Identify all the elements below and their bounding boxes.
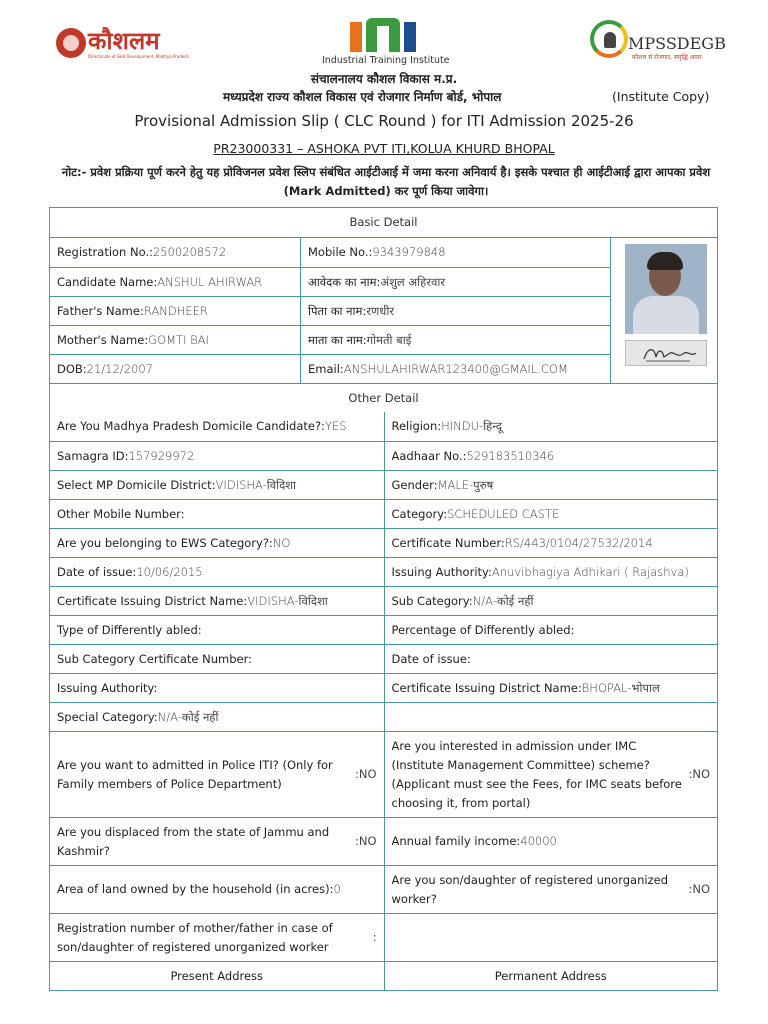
field-value: BHOPAL-भोपाल (581, 680, 660, 695)
basic-right-cell (300, 297, 610, 325)
jk-value: :NO (354, 834, 377, 848)
field-label: Select MP Domicile District: (57, 477, 216, 492)
other-left-cell (50, 558, 384, 586)
jk-cell (50, 818, 384, 865)
other-left-cell (50, 703, 384, 731)
other-left-cell (50, 616, 384, 644)
unorganized-label: Are you son/daughter of registered unorganized worker? (391, 872, 668, 906)
table-row (50, 557, 717, 586)
field-value: गोमती बाई (366, 332, 412, 347)
iti-caption: Industrial Training Institute (322, 55, 450, 66)
unorganized-cell (384, 866, 718, 913)
other-right-cell (384, 529, 718, 557)
income-label: Annual family income: (391, 834, 521, 848)
field-label: Candidate Name: (57, 274, 158, 289)
imc-value: :NO (688, 767, 710, 781)
logo-right-tagline: कौशल से रोजगार, समृद्धि अपार (632, 54, 702, 61)
iti-logo (322, 18, 450, 68)
kaushalam-logo (56, 26, 190, 62)
field-label: Are you belonging to EWS Category?: (57, 535, 273, 550)
field-label: Registration No.: (57, 245, 153, 259)
department-line-1: संचालनालय कौशल विकास म.प्र. (310, 72, 458, 86)
field-label: Date of issue: (57, 564, 137, 579)
other-left-cell (50, 645, 384, 673)
other-left-cell (50, 442, 384, 470)
basic-detail-heading: Basic Detail (349, 215, 418, 229)
field-label: Date of issue: (391, 651, 471, 666)
basic-right-cell (300, 355, 610, 383)
table-row (50, 615, 717, 644)
regnum-cell (50, 914, 384, 961)
table-row (50, 731, 717, 817)
basic-left-cell (50, 326, 300, 354)
field-label: Aadhaar No.: (391, 448, 467, 463)
police-iti-label: Are you want to admitted in Police ITI? (Only for Family members of Police Department) (57, 757, 333, 791)
table-row (50, 913, 717, 961)
table-row (50, 296, 610, 325)
table-row (50, 586, 717, 615)
field-label: Father's Name: (57, 303, 144, 318)
candidate-signature (625, 340, 707, 366)
basic-right-cell (300, 268, 610, 296)
table-row (50, 325, 610, 354)
field-label: Certificate Issuing District Name: (391, 680, 582, 695)
field-value: 21/12/2007 (86, 361, 153, 376)
field-label: Email: (308, 361, 344, 376)
note-text: नोट:- प्रवेश प्रक्रिया पूर्ण करने हेतु यह प्रोविजनल प्रवेश स्लिप संबंधित आईटीआई में जमा करना अनिवार्य है। इसके पश्चात ही आईटीआई द्वारा आपका प्रवेश (Mark Admitted) कर पूर्ण किया जावेगा। (61, 165, 711, 198)
table-row (50, 412, 717, 441)
other-detail-heading: Other Detail (348, 390, 419, 405)
field-value: GOMTI BAI (148, 332, 209, 347)
center-code-name: PR23000331 – ASHOKA PVT ITI,KOLUA KHURD BHOPAL (213, 141, 555, 156)
land-label: Area of land owned by the household (in acres): (57, 882, 334, 896)
basic-right-cell (300, 326, 610, 354)
field-value: SCHEDULED CASTE (447, 506, 560, 521)
table-row (50, 528, 717, 557)
other-right-cell (384, 558, 718, 586)
other-right-cell (384, 703, 718, 731)
basic-left-cell (50, 268, 300, 296)
field-label: Special Category: (57, 709, 158, 724)
table-row (50, 470, 717, 499)
field-value: ANSHUL AHIRWAR (157, 274, 263, 289)
iti-mark-icon (348, 18, 418, 52)
field-value: 2500208572 (152, 245, 227, 259)
table-row (50, 702, 717, 731)
table-row (50, 238, 610, 267)
field-value: 9343979848 (372, 245, 446, 259)
income-value: 40000 (520, 834, 557, 848)
logo-left-tagline: Directorate of Skill Development, Madhya Pradesh (88, 54, 190, 59)
field-value: 529183510346 (466, 448, 555, 463)
other-left-cell (50, 529, 384, 557)
regnum-label: Registration number of mother/father in case of son/daughter of registered unorganized worker (57, 920, 333, 954)
field-label: Sub Category: (391, 593, 473, 608)
field-label: Percentage of Differently abled: (391, 622, 575, 637)
details-table (49, 207, 718, 991)
field-label: Certificate Number: (391, 535, 505, 550)
other-right-cell (384, 500, 718, 528)
emblem-icon (56, 28, 86, 58)
field-value: Anuvibhagiya Adhikari ( Rajashva) (491, 564, 689, 579)
regnum-value: : (372, 930, 377, 944)
other-left-cell (50, 587, 384, 615)
field-value: VIDISHA-विदिशा (215, 477, 297, 492)
other-left-cell (50, 471, 384, 499)
police-iti-value: :NO (354, 767, 377, 781)
field-value: RANDHEER (143, 303, 208, 318)
empty-cell (384, 914, 718, 961)
field-label: Are You Madhya Pradesh Domicile Candidate?: (57, 419, 325, 433)
logo-left-text: कौशलम (88, 27, 160, 55)
candidate-photo (625, 244, 707, 334)
field-value: YES (324, 419, 347, 433)
field-value: MALE-पुरुष (437, 477, 494, 492)
permanent-address-heading: Permanent Address (384, 962, 718, 990)
field-value: 157929972 (128, 448, 195, 463)
table-row (50, 499, 717, 528)
land-value: 0 (333, 882, 341, 896)
land-cell (50, 866, 384, 913)
other-right-cell (384, 645, 718, 673)
basic-left-cell (50, 238, 300, 267)
field-value: ANSHULAHIRWAR123400@GMAIL.COM (343, 361, 568, 376)
other-left-cell (50, 500, 384, 528)
field-label: Other Mobile Number: (57, 506, 185, 521)
department-line-2: मध्यप्रदेश राज्य कौशल विकास एवं रोजगार निर्माण बोर्ड, भोपाल (223, 90, 502, 104)
table-row (50, 673, 717, 702)
field-value: 10/06/2015 (136, 564, 203, 579)
imc-label: Are you interested in admission under IMC (Institute Management Committee) scheme? (Applicant must see the Fees, for IMC seats before choosing it, from portal) (391, 738, 682, 810)
field-value: VIDISHA-विदिशा (247, 593, 328, 608)
page-title: Provisional Admission Slip ( CLC Round ) for ITI Admission 2025-26 (134, 112, 634, 130)
basic-left-cell (50, 297, 300, 325)
table-row (50, 267, 610, 296)
field-label: Type of Differently abled: (57, 622, 202, 637)
field-value: रणधीर (366, 303, 395, 318)
basic-detail-rows (50, 238, 610, 383)
mpssdegb-logo (590, 20, 726, 66)
basic-right-cell (300, 238, 610, 267)
basic-detail-section (50, 237, 717, 383)
field-label: Issuing Authority: (391, 564, 492, 579)
field-label: Certificate Issuing District Name: (57, 593, 248, 608)
field-label: DOB: (57, 361, 87, 376)
field-label: आवेदक का नाम: (308, 274, 381, 289)
field-label: Mobile No.: (308, 245, 373, 259)
basic-left-cell (50, 355, 300, 383)
field-value: N/A-कोई नहीं (157, 709, 219, 724)
other-right-cell (384, 616, 718, 644)
field-value: N/A-कोई नहीं (472, 593, 534, 608)
address-header-row (50, 961, 717, 990)
other-left-cell (50, 412, 384, 441)
unorganized-value: :NO (688, 882, 710, 896)
field-value: RS/443/0104/27532/2014 (504, 535, 653, 550)
table-row (50, 354, 610, 383)
other-right-cell (384, 471, 718, 499)
field-label: Mother's Name: (57, 332, 149, 347)
mpssdegb-emblem-icon (590, 20, 628, 58)
table-row (50, 865, 717, 913)
table-row (50, 817, 717, 865)
other-detail-rows (50, 412, 717, 731)
other-right-cell (384, 674, 718, 702)
photo-cell (610, 238, 717, 383)
field-label: Religion: (391, 419, 442, 433)
field-label: Issuing Authority: (57, 680, 158, 695)
table-row (50, 644, 717, 673)
other-right-cell (384, 442, 718, 470)
logo-right-text: MPSSDEGB (628, 34, 726, 53)
field-value: अंशुल अहिरवार (380, 274, 446, 289)
field-label: पिता का नाम: (308, 303, 367, 318)
field-label: माता का नाम: (308, 332, 367, 347)
other-left-cell (50, 674, 384, 702)
field-value: NO (272, 535, 291, 550)
center-line (0, 138, 768, 157)
field-label: Samagra ID: (57, 448, 129, 463)
other-right-cell (384, 587, 718, 615)
copy-label: (Institute Copy) (612, 89, 710, 104)
other-right-cell (384, 412, 718, 441)
table-row (50, 441, 717, 470)
field-label: Sub Category Certificate Number: (57, 651, 252, 666)
police-iti-cell (50, 732, 384, 817)
field-value: HINDU-हिन्दू (441, 419, 502, 433)
imc-cell (384, 732, 718, 817)
field-label: Category: (391, 506, 448, 521)
jk-label: Are you displaced from the state of Jammu and Kashmir? (57, 824, 330, 858)
income-cell (384, 818, 718, 865)
present-address-heading: Present Address (170, 968, 264, 983)
field-label: Gender: (391, 477, 438, 492)
